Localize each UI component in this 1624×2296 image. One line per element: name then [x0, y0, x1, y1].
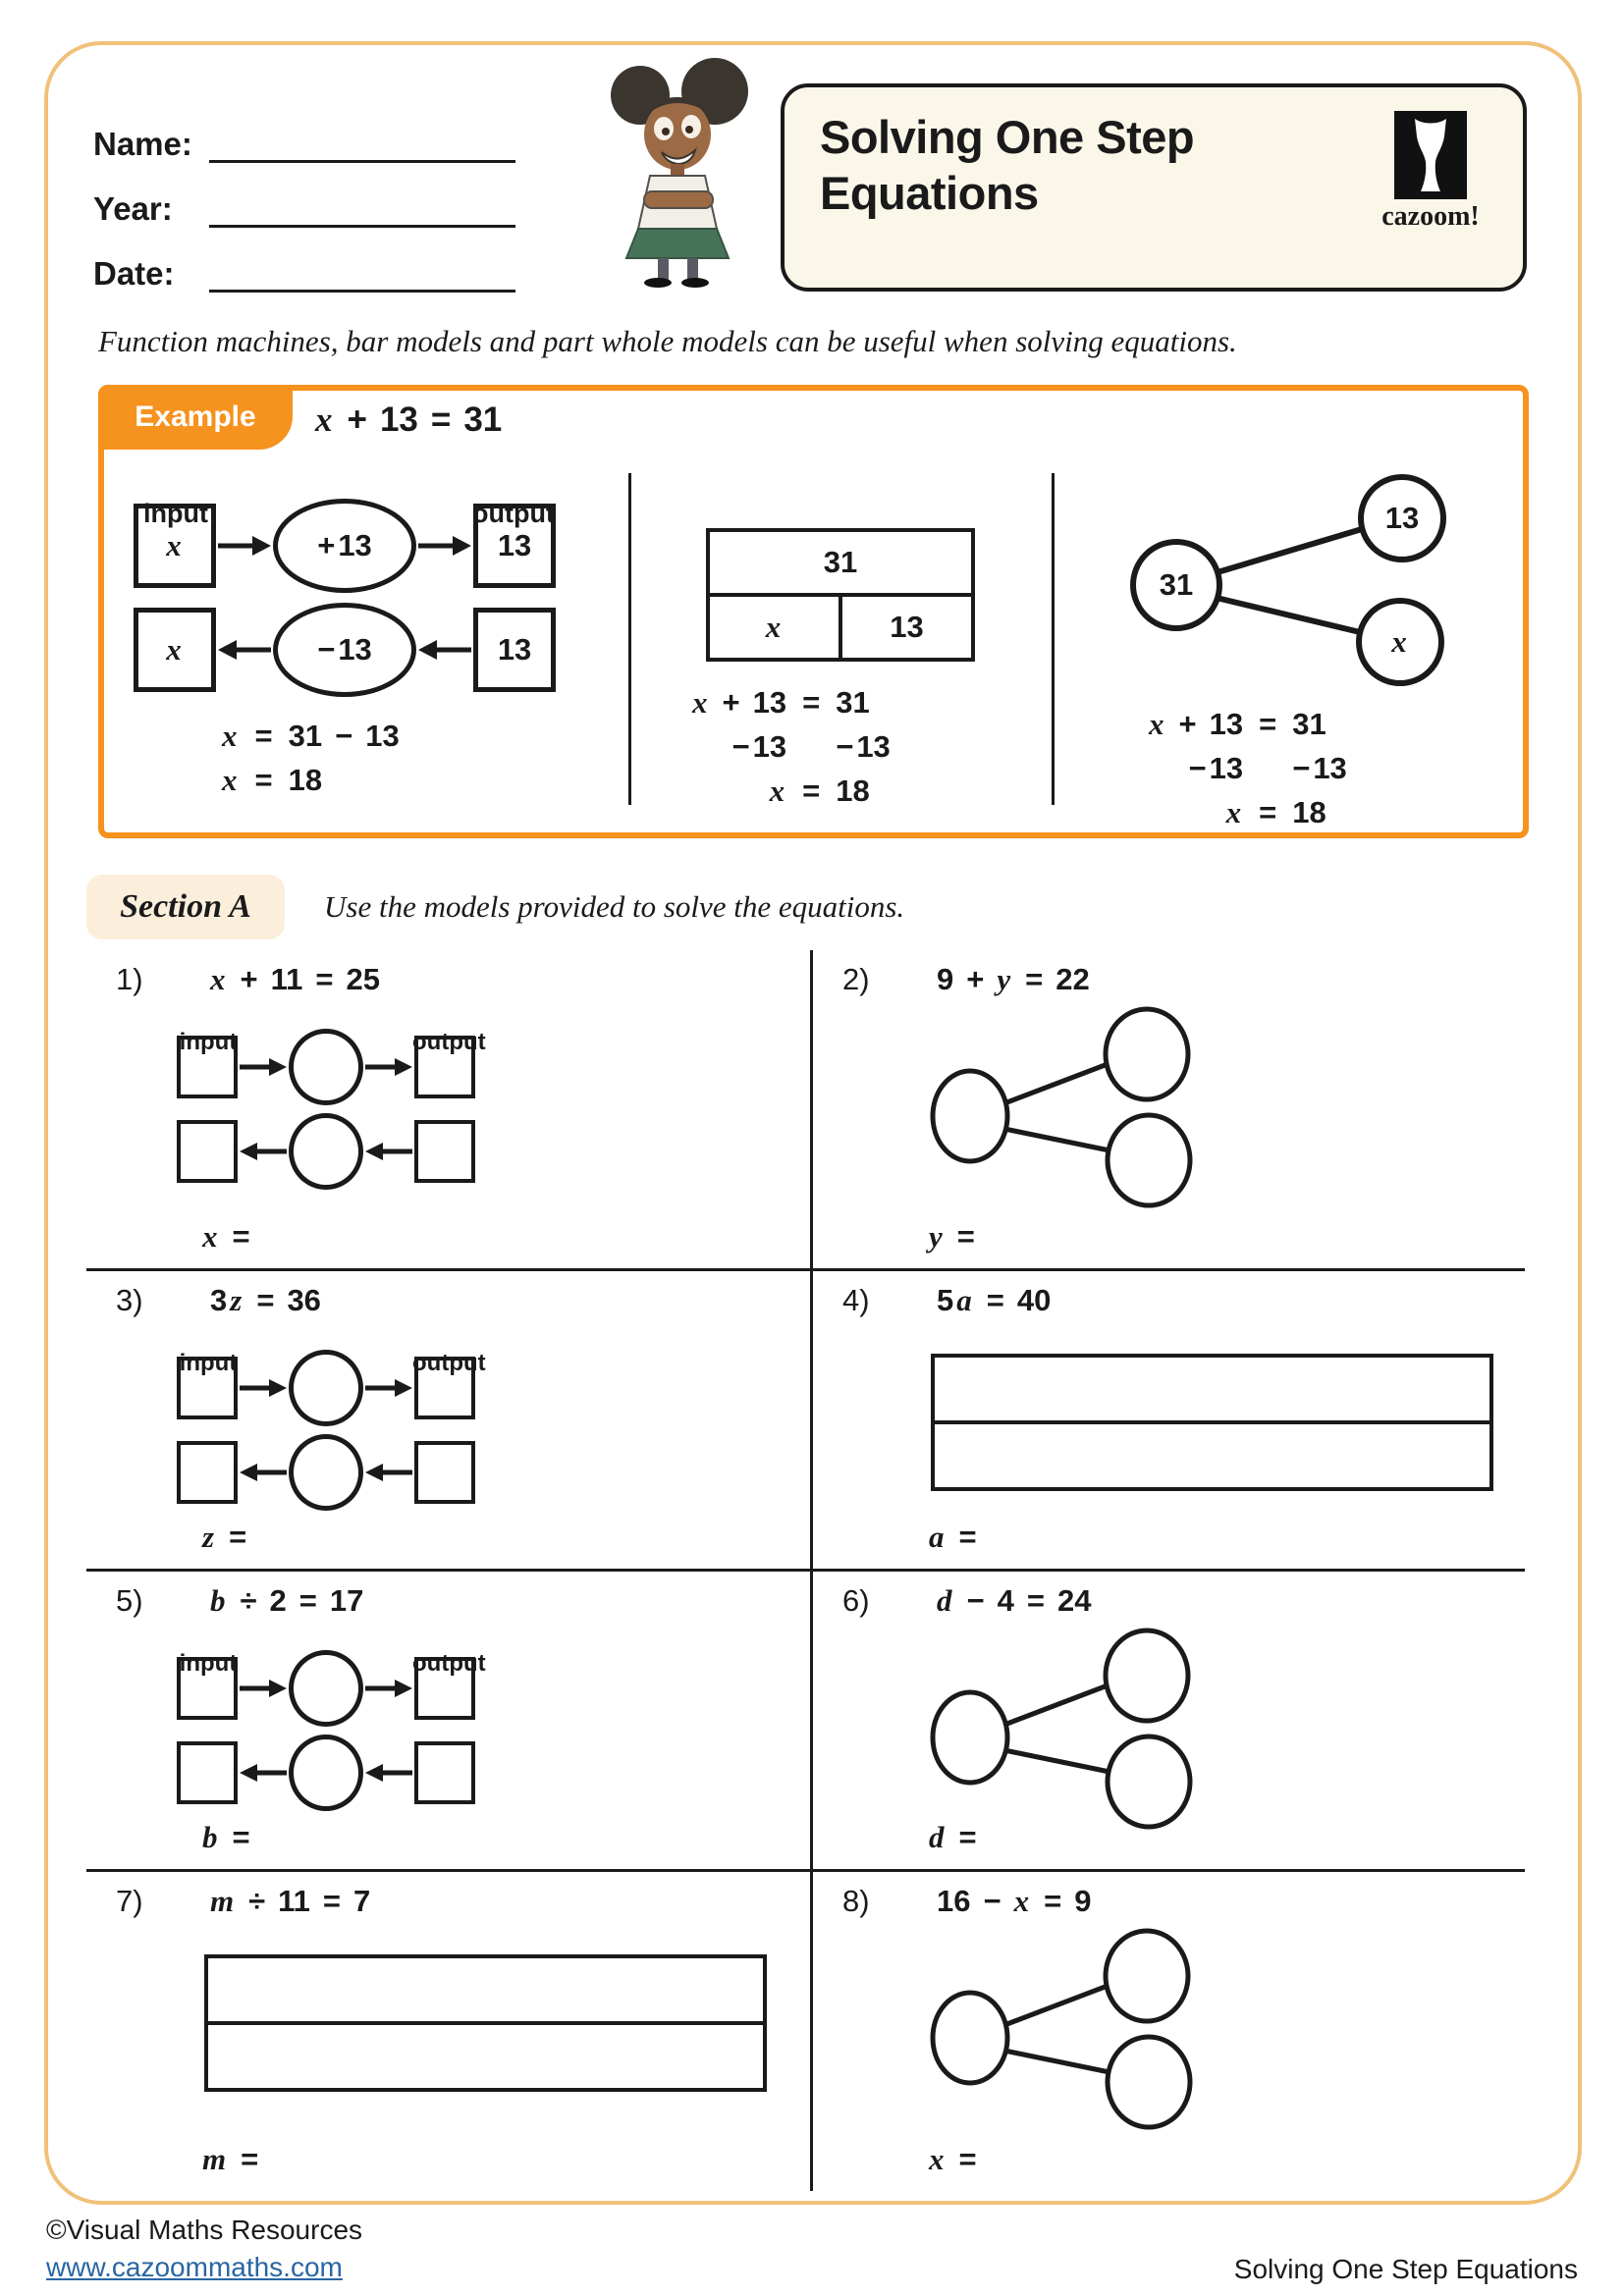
question-equation: 3z = 36 [210, 1283, 321, 1317]
question-7 [86, 1869, 813, 2191]
question-3 [86, 1268, 813, 1569]
function-machine-model [177, 1029, 486, 1190]
question-number: 3) [116, 1283, 143, 1317]
example-function-machine [104, 461, 628, 830]
operation-circle[interactable] [289, 1650, 363, 1727]
answer-blank[interactable]: y = [929, 1219, 975, 1254]
part-circle[interactable] [1108, 1736, 1190, 1827]
whole-circle[interactable] [933, 1071, 1007, 1161]
operation-circle[interactable] [289, 1113, 363, 1190]
student-illustration [589, 54, 776, 288]
example-bar-working: x + 13 = 31 −13 −13 x = 18 [692, 685, 891, 808]
input-box[interactable] [177, 1441, 238, 1504]
input-label: input [179, 1350, 238, 1376]
part-circle[interactable] [1106, 1009, 1188, 1099]
arrow-left-icon [365, 1463, 412, 1482]
answer-blank[interactable]: x = [202, 1219, 250, 1254]
bar-model [204, 1954, 767, 2092]
year-row [93, 163, 515, 228]
question-8 [813, 1869, 1525, 2191]
answer-blank[interactable]: x = [929, 2142, 977, 2176]
fm-operation-oval: − 13 [273, 603, 416, 697]
name-label: Name: [93, 126, 192, 162]
fm-inverse-row [134, 603, 556, 697]
question-equation: b ÷ 2 = 17 [210, 1583, 364, 1618]
output-label: output [412, 1350, 486, 1376]
arrow-left-icon [240, 1142, 287, 1161]
cazoom-logo-text: cazoom! [1381, 201, 1480, 232]
example-equation: x + 13 = 31 [315, 400, 503, 439]
date-label: Date: [93, 255, 175, 292]
arrow-left-icon [240, 1463, 287, 1482]
question-number: 8) [842, 1884, 870, 1918]
arrow-right-icon [365, 1378, 412, 1398]
part-circle[interactable] [1106, 1630, 1188, 1721]
part-whole-model[interactable] [926, 1003, 1211, 1209]
operation-circle[interactable] [289, 1735, 363, 1811]
bar-part-cell[interactable] [208, 2025, 763, 2088]
arrow-right-icon [365, 1679, 412, 1698]
fm-input-box: x [134, 608, 216, 692]
arrow-right-icon [240, 1679, 287, 1698]
operation-circle[interactable] [289, 1350, 363, 1426]
bar-part-cell: 13 [839, 597, 971, 658]
name-line[interactable] [209, 121, 515, 163]
example-bar-model [631, 461, 1052, 830]
arrow-right-icon [218, 535, 271, 557]
part-circle[interactable] [1108, 1115, 1190, 1205]
output-label: output [412, 1029, 486, 1055]
question-equation: 16 − x = 9 [937, 1884, 1092, 1918]
arrow-left-icon [365, 1763, 412, 1783]
question-5 [86, 1569, 813, 1869]
questions-grid [86, 950, 1525, 2191]
section-a-badge: Section A [86, 875, 285, 939]
example-tab: Example [98, 385, 293, 450]
input-label: input [179, 1650, 238, 1677]
question-1 [86, 950, 813, 1268]
fm-output-box: 13 [473, 504, 556, 588]
question-2 [813, 950, 1525, 1268]
fm-input-box: x [134, 504, 216, 588]
answer-blank[interactable]: m = [202, 2142, 259, 2176]
arrow-left-icon [365, 1142, 412, 1161]
copyright-text: ©Visual Maths Resources [46, 2215, 363, 2245]
example-pw-working: x + 13 = 31 −13 −13 x = 18 [1149, 707, 1347, 829]
date-row [93, 228, 515, 293]
answer-blank[interactable]: b = [202, 1820, 250, 1854]
function-machine-model [177, 1350, 486, 1511]
question-number: 5) [116, 1583, 143, 1618]
name-row [93, 98, 515, 163]
intro-text: Function machines, bar models and part whole models can be useful when solving equations. [98, 324, 1237, 358]
operation-circle[interactable] [289, 1029, 363, 1105]
whole-circle[interactable] [933, 1692, 1007, 1783]
example-part-whole [1055, 461, 1523, 830]
section-a-instruction: Use the models provided to solve the equations. [324, 889, 905, 924]
output-box[interactable] [414, 1120, 475, 1183]
input-box[interactable] [177, 1120, 238, 1183]
bar-model [931, 1354, 1493, 1491]
arrow-right-icon [418, 535, 471, 557]
question-6 [813, 1569, 1525, 1869]
pw-part-label: 13 [1384, 501, 1420, 535]
output-box[interactable] [414, 1741, 475, 1804]
bar-whole-cell[interactable] [935, 1358, 1489, 1420]
date-line[interactable] [209, 250, 515, 293]
bar-part-cell[interactable] [935, 1424, 1489, 1487]
question-equation: x + 11 = 25 [210, 962, 380, 996]
bar-whole-cell: 31 [823, 545, 858, 579]
arrow-right-icon [365, 1057, 412, 1077]
example-box [98, 385, 1529, 838]
example-fm-working: x = 31 − 13 x = 18 [222, 719, 400, 797]
question-4 [813, 1268, 1525, 1569]
whole-circle[interactable] [933, 1993, 1007, 2083]
cazoom-logo-icon [1394, 111, 1467, 199]
pw-whole-label: 31 [1159, 567, 1194, 602]
function-machine-model [177, 1650, 486, 1811]
input-label: input [143, 499, 208, 528]
answer-blank[interactable]: z = [202, 1520, 247, 1554]
question-number: 7) [116, 1884, 143, 1918]
part-circle[interactable] [1106, 1931, 1188, 2021]
question-equation: 5a = 40 [937, 1283, 1052, 1317]
bar-whole-cell[interactable] [208, 1958, 763, 2021]
bar-part-cell: x [765, 610, 782, 644]
question-number: 4) [842, 1283, 870, 1317]
answer-blank[interactable]: d = [929, 1820, 977, 1854]
question-equation: d − 4 = 24 [937, 1583, 1092, 1618]
input-label: input [179, 1029, 238, 1055]
question-number: 1) [116, 962, 143, 996]
output-label: output [472, 499, 555, 528]
part-circle[interactable] [1108, 2037, 1190, 2127]
cazoommaths-link[interactable]: www.cazoommaths.com [46, 2252, 343, 2282]
pw-part-label: x [1391, 624, 1407, 659]
question-equation: m ÷ 11 = 7 [210, 1884, 371, 1918]
title-box [781, 83, 1527, 292]
page-title: Solving One Step Equations [820, 111, 1195, 220]
fm-output-box: 13 [473, 608, 556, 692]
question-equation: 9 + y = 22 [937, 962, 1090, 996]
arrow-right-icon [240, 1378, 287, 1398]
arrow-right-icon [240, 1057, 287, 1077]
part-whole-model[interactable] [926, 1625, 1211, 1831]
fm-operation-oval: + 13 [273, 499, 416, 593]
footer-worksheet-title: Solving One Step Equations [1233, 2254, 1578, 2284]
output-box[interactable] [414, 1441, 475, 1504]
student-id-fields [93, 98, 515, 293]
cazoom-logo [1372, 111, 1489, 233]
arrow-left-icon [240, 1763, 287, 1783]
output-label: output [412, 1650, 486, 1677]
answer-blank[interactable]: a = [929, 1520, 977, 1554]
part-whole-model[interactable] [926, 1925, 1211, 2131]
operation-circle[interactable] [289, 1434, 363, 1511]
question-number: 6) [842, 1583, 870, 1618]
input-box[interactable] [177, 1741, 238, 1804]
arrow-left-icon [218, 639, 271, 661]
question-number: 2) [842, 962, 870, 996]
arrow-left-icon [418, 639, 471, 661]
year-label: Year: [93, 190, 173, 227]
year-line[interactable] [209, 186, 515, 228]
